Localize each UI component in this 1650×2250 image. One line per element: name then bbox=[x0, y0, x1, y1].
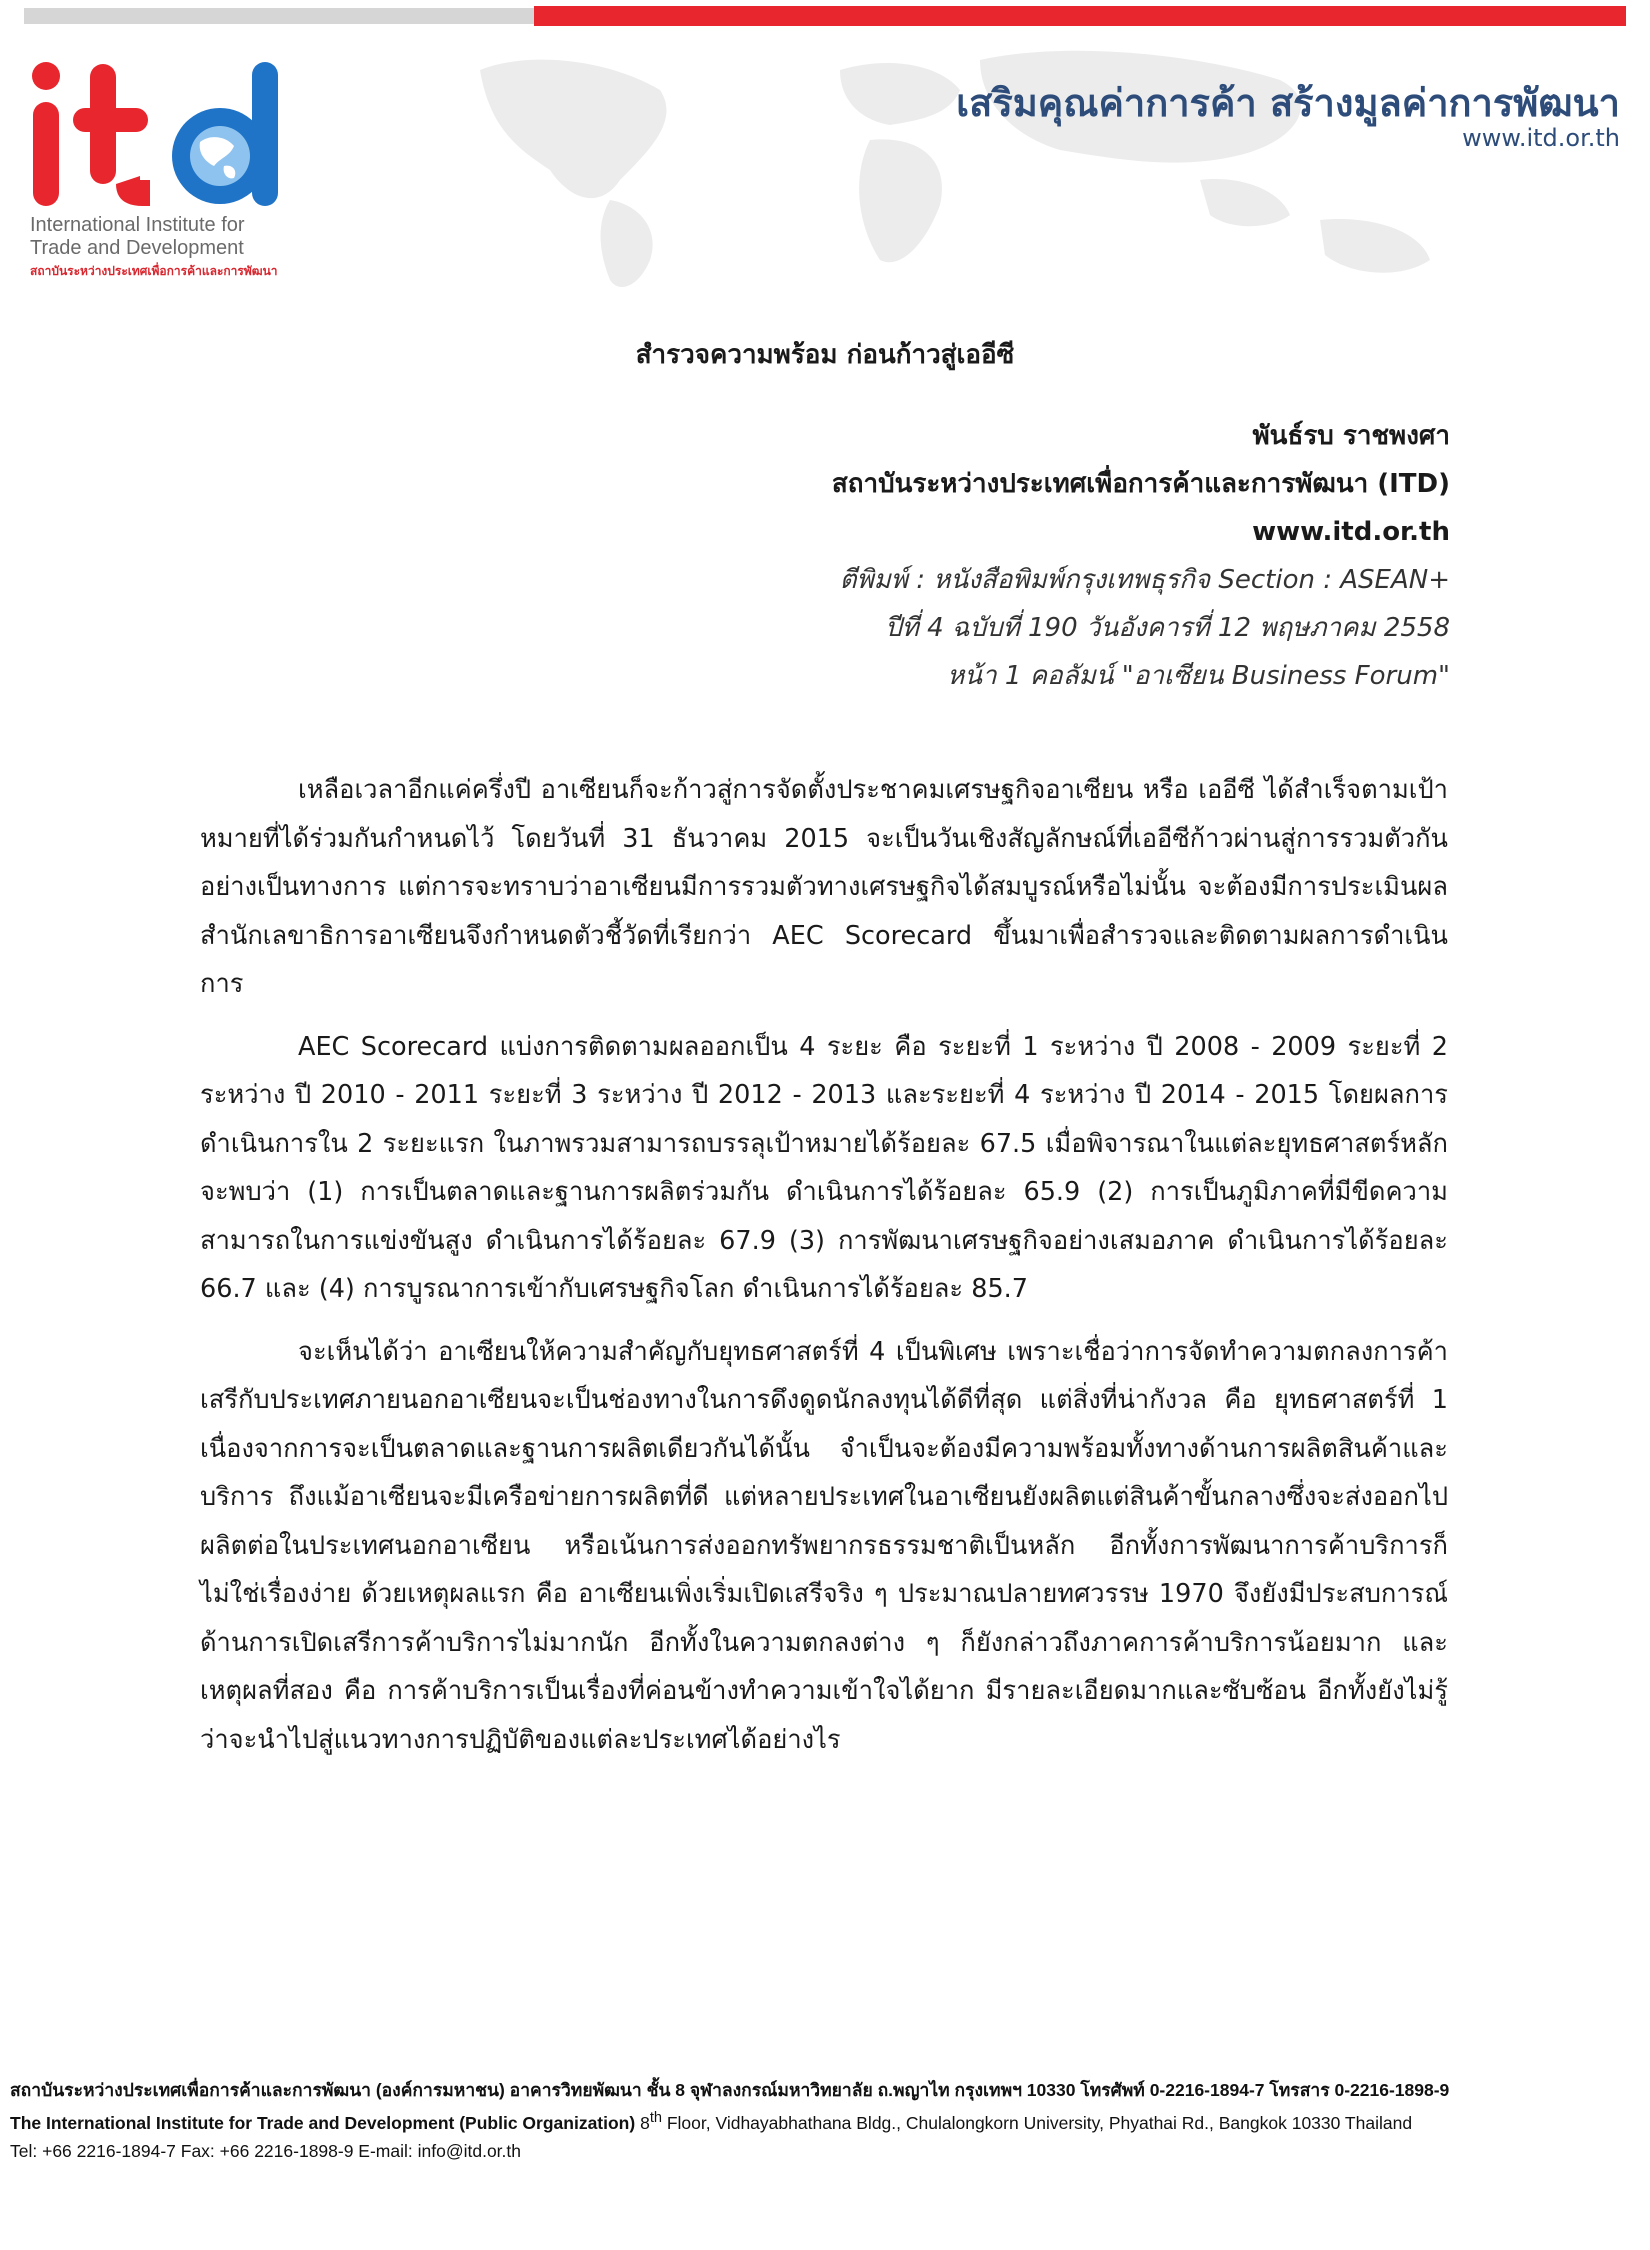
world-map-watermark bbox=[420, 30, 1620, 300]
document-title: สำรวจความพร้อม ก่อนก้าวสู่เออีซี bbox=[635, 340, 1015, 370]
institution-url[interactable]: www.itd.or.th bbox=[1252, 517, 1450, 547]
footer-thai-address: สถาบันระหว่างประเทศเพื่อการค้าและการพัฒนา (องค์การมหาชน) อาคารวิทยพัฒนา ชั้น 8 จุฬาลงกรณ์มหาวิทยาลัย ถ.พญาไท กรุงเทพฯ 10330 โทรศัพท์ 0-2216-1894-7 โทรสาร 0-2216-1898-9 bbox=[10, 2080, 1450, 2100]
itd-logo bbox=[28, 58, 298, 278]
header-gray-bar bbox=[24, 8, 534, 24]
header-red-bar bbox=[534, 6, 1626, 26]
page-footer bbox=[10, 2076, 1630, 2165]
header-slogan: เสริมคุณค่าการค้า สร้างมูลค่าการพัฒนา bbox=[956, 81, 1620, 125]
logo-english-line2: Trade and Development bbox=[30, 237, 244, 259]
logo-thai-name: สถาบันระหว่างประเทศเพื่อการค้าและการพัฒนา bbox=[30, 264, 278, 278]
publication-info-line2: ปีที่ 4 ฉบับที่ 190 วันอังคารที่ 12 พฤษภาคม 2558 bbox=[885, 613, 1450, 643]
publication-info-line1: ตีพิมพ์ : หนังสือพิมพ์กรุงเทพธุรกิจ Section : ASEAN+ bbox=[839, 565, 1450, 595]
footer-org-name: The International Institute for Trade and Development (Public Organization) bbox=[10, 2112, 636, 2133]
footer-english-address bbox=[10, 2104, 1630, 2137]
footer-floor-suffix: th bbox=[649, 2110, 662, 2126]
footer-address-rest: Floor, Vidhayabhathana Bldg., Chulalongkorn University, Phyathai Rd., Bangkok 10330 Thailand bbox=[661, 2112, 1413, 2133]
logo-english-line1: International Institute for bbox=[30, 214, 245, 236]
paragraph-3: จะเห็นได้ว่า อาเซียนให้ความสำคัญกับยุทธศาสตร์ที่ 4 เป็นพิเศษ เพราะเชื่อว่าการจัดทำความตกลงการค้าเสรีกับประเทศภายนอกอาเซียนจะเป็นช่องทางในการดึงดูดนักลงทุนได้ดีที่สุด แต่สิ่งที่น่ากังวล คือ ยุทธศาสตร์ที่ 1 เนื่องจากการจะเป็นตลาดและฐานการผลิตเดียวกันได้นั้น จำเป็นจะต้องมีความพร้อมทั้งทางด้านการผลิตสินค้าและบริการ ถึงแม้อาเซียนจะมีเครือข่ายการผลิตที่ดี แต่หลายประเทศในอาเซียนยังผลิตแต่สินค้าขั้นกลางซึ่งจะส่งออกไปผลิตต่อในประเทศนอกอาเซียน หรือเน้นการส่งออกทรัพยากรธรรมชาติเป็นหลัก อีกทั้งการพัฒนาการค้าบริการก็ไม่ใช่เรื่องง่าย ด้วยเหตุผลแรก คือ อาเซียนเพิ่งเริ่มเปิดเสรีจริง ๆ ประมาณปลายทศวรรษ 1970 จึงยังมีประสบการณ์ด้านการเปิดเสรีการค้าบริการไม่มากนัก อีกทั้งในความตกลงต่าง ๆ ก็ยังกล่าวถึงภาคการค้าบริการน้อยมาก และเหตุผลที่สอง คือ การค้าบริการเป็นเรื่องที่ค่อนข้างทำความเข้าใจได้ยาก มีรายละเอียดมากและซับซ้อน อีกทั้งยังไม่รู้ว่าจะนำไปสู่แนวทางการปฏิบัติของแต่ละประเทศได้อย่างไร bbox=[200, 1336, 1448, 1755]
publication-info-line3: หน้า 1 คอลัมน์ "อาเซียน Business Forum" bbox=[947, 661, 1450, 691]
author-name: พันธ์รบ ราชพงศา bbox=[1252, 421, 1450, 451]
itd-logo-mark bbox=[28, 58, 298, 208]
byline bbox=[250, 412, 1450, 700]
footer-floor-number: 8 bbox=[640, 2112, 650, 2133]
article-body bbox=[200, 766, 1448, 1778]
institution-name: สถาบันระหว่างประเทศเพื่อการค้าและการพัฒนา (ITD) bbox=[831, 469, 1450, 499]
footer-contact: Tel: +66 2216-1894-7 Fax: +66 2216-1898-9 E-mail: info@itd.or.th bbox=[10, 2140, 521, 2161]
paragraph-1: เหลือเวลาอีกแค่ครึ่งปี อาเซียนก็จะก้าวสู่การจัดตั้งประชาคมเศรษฐกิจอาเซียน หรือ เออีซี ได้สำเร็จตามเป้าหมายที่ได้ร่วมกันกำหนดไว้ โดยวันที่ 31 ธันวาคม 2015 จะเป็นวันเชิงสัญลักษณ์ที่เออีซีก้าวผ่านสู่การรวมตัวกันอย่างเป็นทางการ แต่การจะทราบว่าอาเซียนมีการรวมตัวทางเศรษฐกิจได้สมบูรณ์หรือไม่นั้น จะต้องมีการประเมินผล สำนักเลขาธิการอาเซียนจึงกำหนดตัวชี้วัดที่เรียกว่า AEC Scorecard ขึ้นมาเพื่อสำรวจและติดตามผลการดำเนินการ bbox=[200, 775, 1448, 999]
logo-english-name bbox=[30, 214, 245, 260]
paragraph-2: AEC Scorecard แบ่งการติดตามผลออกเป็น 4 ระยะ คือ ระยะที่ 1 ระหว่าง ปี 2008 - 2009 ระยะที่ 2 ระหว่าง ปี 2010 - 2011 ระยะที่ 3 ระหว่าง ปี 2012 - 2013 และระยะที่ 4 ระหว่าง ปี 2014 - 2015 โดยผลการดำเนินการใน 2 ระยะแรก ในภาพรวมสามารถบรรลุเป้าหมายได้ร้อยละ 67.5 เมื่อพิจารณาในแต่ละยุทธศาสตร์หลัก จะพบว่า (1) การเป็นตลาดและฐานการผลิตร่วมกัน ดำเนินการได้ร้อยละ 65.9 (2) การเป็นภูมิภาคที่มีขีดความสามารถในการแข่งขันสูง ดำเนินการได้ร้อยละ 67.9 (3) การพัฒนาเศรษฐกิจอย่างเสมอภาค ดำเนินการได้ร้อยละ 66.7 และ (4) การบูรณาการเข้ากับเศรษฐกิจโลก ดำเนินการได้ร้อยละ 85.7 bbox=[200, 1031, 1448, 1304]
header-website[interactable]: www.itd.or.th bbox=[1462, 124, 1620, 152]
